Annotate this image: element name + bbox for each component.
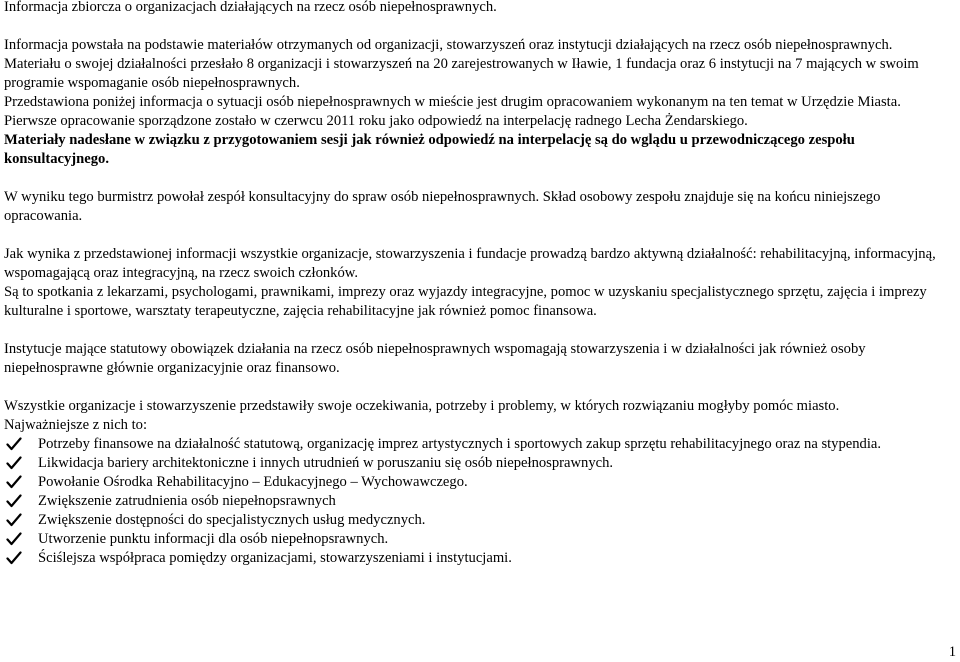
check-icon bbox=[6, 512, 22, 528]
document-title: Informacja zbiorcza o organizacjach działających na rzecz osób niepełnosprawnych. bbox=[4, 0, 497, 15]
page-number: 1 bbox=[948, 644, 956, 660]
list-item bbox=[4, 492, 956, 511]
meetings-paragraph: Są to spotkania z lekarzami, psychologami, prawnikami, imprezy oraz wyjazdy integracyjne, pomoc w uzyskaniu specjalistycznego sprzętu, zajęcia i imprezy kulturalne i sportowe, warsztaty terapeutyczne, zajęcia rehabilitacyjne jak również pomoc finansowa. bbox=[4, 284, 927, 319]
check-icon bbox=[6, 474, 22, 490]
spacer bbox=[4, 226, 956, 245]
presentation-paragraph: Przedstawiona poniżej informacja o sytuacji osób niepełnosprawnych w mieście jest drugim opracowaniem wykonanym na ten temat w Urzędzie Miasta. Pierwsze opracowanie sporządzone zostało w czerwcu 2011 roku jako odpowiedź na interpelację radnego Lecha Żendarskiego. bbox=[4, 94, 901, 129]
spacer bbox=[4, 321, 956, 340]
check-icon bbox=[6, 493, 22, 509]
spacer bbox=[4, 169, 956, 188]
list-item-text: Zwiększenie dostępności do specjalistycznych usług medycznych. bbox=[38, 512, 426, 528]
check-icon bbox=[6, 550, 22, 566]
activity-paragraph: Jak wynika z przedstawionej informacji wszystkie organizacje, stowarzyszenia i fundacje prowadzą bardzo aktywną działalność: rehabilitacyjną, informacyjną, wspomagającą oraz integracyjną, na rzecz swoich członków. bbox=[4, 246, 936, 281]
list-item bbox=[4, 473, 956, 492]
list-intro: Najważniejsze z nich to: bbox=[4, 417, 148, 433]
expectations-paragraph: Wszystkie organizacje i stowarzyszenie przedstawiły swoje oczekiwania, potrzeby i problemy, w których rozwiązaniu mogłyby pomóc miasto. bbox=[4, 398, 840, 414]
document-page bbox=[4, 0, 956, 568]
list-item-text: Likwidacja bariery architektoniczne i innych utrudnień w poruszaniu się osób niepełnosprawnych. bbox=[38, 455, 614, 471]
bold-note-paragraph: Materiały nadesłane w związku z przygotowaniem sesji jak również odpowiedź na interpelację są do wglądu u przewodniczącego zespołu konsultacyjnego. bbox=[4, 132, 855, 167]
list-item-text: Powołanie Ośrodka Rehabilitacyjno – Edukacyjnego – Wychowawczego. bbox=[38, 474, 468, 490]
list-item bbox=[4, 530, 956, 549]
spacer bbox=[4, 378, 956, 397]
intro-paragraph: Informacja powstała na podstawie materiałów otrzymanych od organizacji, stowarzyszeń oraz instytucji działających na rzecz osób niepełnosprawnych. bbox=[4, 37, 893, 53]
mayor-paragraph: W wyniku tego burmistrz powołał zespół konsultacyjny do spraw osób niepełnosprawnych. Skład osobowy zespołu znajduje się na końcu niniejszego opracowania. bbox=[4, 189, 881, 224]
list-item-text: Zwiększenie zatrudnienia osób niepełnopsrawnych bbox=[38, 493, 336, 509]
list-item bbox=[4, 454, 956, 473]
needs-list bbox=[4, 435, 956, 568]
check-icon bbox=[6, 455, 22, 471]
list-item-text: Ściślejsza współpraca pomiędzy organizacjami, stowarzyszeniami i instytucjami. bbox=[38, 550, 512, 566]
check-icon bbox=[6, 436, 22, 452]
list-item bbox=[4, 549, 956, 568]
list-item bbox=[4, 511, 956, 530]
institutions-paragraph: Instytucje mające statutowy obowiązek działania na rzecz osób niepełnosprawnych wspomagają stowarzyszenia i w działalności jak również osoby niepełnosprawne głównie organizacyjnie oraz finansowo. bbox=[4, 341, 866, 376]
materials-paragraph: Materiału o swojej działalności przesłało 8 organizacji i stowarzyszeń na 20 zarejestrowanych w Iławie, 1 fundacja oraz 6 instytucji na 7 mających w swoim programie wspomaganie osób niepełnosprawnych. bbox=[4, 56, 919, 91]
list-item-text: Potrzeby finansowe na działalność statutową, organizację imprez artystycznych i sportowych zakup sprzętu rehabilitacyjnego oraz na stypendia. bbox=[38, 436, 882, 452]
list-item-text: Utworzenie punktu informacji dla osób niepełnopsrawnych. bbox=[38, 531, 389, 547]
list-item bbox=[4, 435, 956, 454]
check-icon bbox=[6, 531, 22, 547]
spacer bbox=[4, 17, 956, 36]
